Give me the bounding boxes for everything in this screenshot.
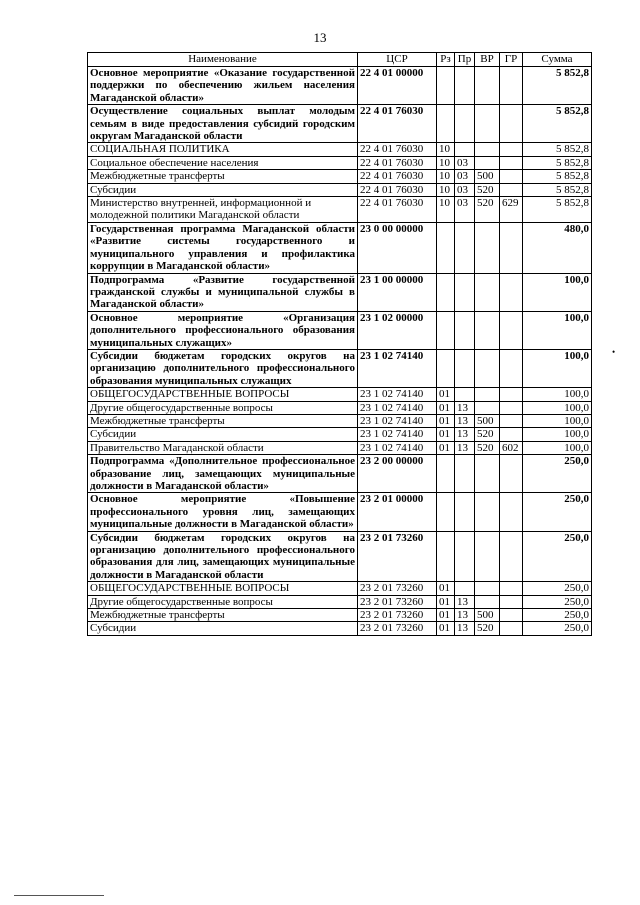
row-vr-cell (475, 311, 500, 349)
table-row (88, 222, 592, 273)
row-vr-cell: 500 (475, 414, 500, 427)
table-row (88, 197, 592, 223)
table-row (88, 183, 592, 196)
table-row (88, 105, 592, 143)
row-rz-cell: 01 (437, 622, 455, 635)
row-name-cell: Основное мероприятие «Повышение профессионального уровня лиц, замещающих муниципальные должности в Магаданской области» (88, 493, 358, 531)
table-row (88, 428, 592, 441)
row-rz-cell: 10 (437, 156, 455, 169)
table-row (88, 143, 592, 156)
row-gr-cell (500, 531, 523, 582)
page-number: 13 (313, 30, 327, 45)
row-rz-cell (437, 349, 455, 387)
row-vr-cell (475, 105, 500, 143)
row-gr-cell (500, 414, 523, 427)
row-gr-cell (500, 273, 523, 311)
row-vr-cell (475, 595, 500, 608)
row-gr-cell (500, 170, 523, 183)
row-rz-cell: 10 (437, 197, 455, 223)
row-gr-cell (500, 582, 523, 595)
row-vr-cell (475, 582, 500, 595)
table-row (88, 455, 592, 493)
row-csr-cell: 23 2 01 00000 (358, 493, 437, 531)
table-row (88, 170, 592, 183)
row-name-cell: Субсидии (88, 622, 358, 635)
row-name-cell: Другие общегосударственные вопросы (88, 401, 358, 414)
row-gr-cell (500, 105, 523, 143)
stray-mark: • (612, 347, 616, 357)
table-header-row (88, 53, 592, 67)
row-pr-cell (455, 455, 475, 493)
row-name-cell: Министерство внутренней, информационной и молодежной политики Магаданской области (88, 197, 358, 223)
row-sum-cell: 480,0 (523, 222, 592, 273)
row-rz-cell: 10 (437, 170, 455, 183)
table-row (88, 441, 592, 454)
row-gr-cell (500, 595, 523, 608)
row-csr-cell: 23 1 02 74140 (358, 349, 437, 387)
row-rz-cell: 01 (437, 401, 455, 414)
row-vr-cell: 520 (475, 622, 500, 635)
row-rz-cell (437, 311, 455, 349)
row-sum-cell: 5 852,8 (523, 143, 592, 156)
row-pr-cell (455, 311, 475, 349)
row-pr-cell: 13 (455, 414, 475, 427)
row-pr-cell (455, 67, 475, 105)
row-vr-cell (475, 222, 500, 273)
table-row (88, 311, 592, 349)
row-rz-cell (437, 455, 455, 493)
row-sum-cell: 250,0 (523, 455, 592, 493)
row-sum-cell: 250,0 (523, 622, 592, 635)
header-name: Наименование (88, 53, 358, 67)
row-rz-cell (437, 531, 455, 582)
row-gr-cell (500, 183, 523, 196)
row-vr-cell: 520 (475, 183, 500, 196)
row-name-cell: Субсидии (88, 183, 358, 196)
row-gr-cell (500, 388, 523, 401)
row-csr-cell: 23 1 02 74140 (358, 388, 437, 401)
row-sum-cell: 250,0 (523, 595, 592, 608)
row-rz-cell (437, 105, 455, 143)
table-row (88, 582, 592, 595)
row-csr-cell: 23 1 02 74140 (358, 414, 437, 427)
row-rz-cell: 01 (437, 441, 455, 454)
row-pr-cell (455, 388, 475, 401)
row-pr-cell: 13 (455, 609, 475, 622)
row-name-cell: Основное мероприятие «Организация дополнительного профессионального образования муниципальных служащих» (88, 311, 358, 349)
row-csr-cell: 22 4 01 76030 (358, 170, 437, 183)
row-gr-cell (500, 67, 523, 105)
row-name-cell: Межбюджетные трансферты (88, 609, 358, 622)
header-gr: ГР (500, 53, 523, 67)
row-vr-cell: 500 (475, 609, 500, 622)
row-rz-cell: 10 (437, 143, 455, 156)
row-gr-cell (500, 609, 523, 622)
row-name-cell: Правительство Магаданской области (88, 441, 358, 454)
row-pr-cell (455, 105, 475, 143)
row-name-cell: Основное мероприятие «Оказание государственной поддержки по обеспечению жильем населения Магаданской области» (88, 67, 358, 105)
row-sum-cell: 5 852,8 (523, 105, 592, 143)
row-rz-cell: 01 (437, 428, 455, 441)
row-gr-cell (500, 222, 523, 273)
row-rz-cell (437, 273, 455, 311)
table-row (88, 401, 592, 414)
table-row (88, 67, 592, 105)
table-row (88, 349, 592, 387)
row-name-cell: ОБЩЕГОСУДАРСТВЕННЫЕ ВОПРОСЫ (88, 582, 358, 595)
table-row (88, 609, 592, 622)
table-row (88, 414, 592, 427)
row-vr-cell (475, 455, 500, 493)
row-sum-cell: 100,0 (523, 428, 592, 441)
row-pr-cell (455, 493, 475, 531)
row-vr-cell (475, 156, 500, 169)
row-rz-cell: 01 (437, 582, 455, 595)
table-row (88, 273, 592, 311)
row-vr-cell (475, 143, 500, 156)
row-name-cell: Субсидии (88, 428, 358, 441)
table-row (88, 388, 592, 401)
table-row (88, 531, 592, 582)
row-gr-cell (500, 622, 523, 635)
row-gr-cell: 629 (500, 197, 523, 223)
row-rz-cell: 01 (437, 414, 455, 427)
row-pr-cell: 13 (455, 622, 475, 635)
row-csr-cell: 23 1 00 00000 (358, 273, 437, 311)
row-pr-cell (455, 273, 475, 311)
row-sum-cell: 100,0 (523, 414, 592, 427)
row-gr-cell (500, 401, 523, 414)
row-name-cell: Государственная программа Магаданской области «Развитие системы государственного и муниципального управления и профилактика коррупции в Магаданской области» (88, 222, 358, 273)
row-csr-cell: 23 1 02 74140 (358, 428, 437, 441)
table-row (88, 595, 592, 608)
row-csr-cell: 22 4 01 76030 (358, 105, 437, 143)
row-csr-cell: 23 2 01 73260 (358, 531, 437, 582)
row-sum-cell: 5 852,8 (523, 156, 592, 169)
header-vr: ВР (475, 53, 500, 67)
row-sum-cell: 100,0 (523, 311, 592, 349)
row-name-cell: Субсидии бюджетам городских округов на организацию дополнительного профессионального образования для лиц, замещающих муниципальные должности в Магаданской области (88, 531, 358, 582)
row-gr-cell (500, 311, 523, 349)
row-csr-cell: 23 0 00 00000 (358, 222, 437, 273)
row-csr-cell: 23 2 01 73260 (358, 595, 437, 608)
row-vr-cell (475, 493, 500, 531)
row-gr-cell (500, 156, 523, 169)
header-rz: Рз (437, 53, 455, 67)
row-sum-cell: 250,0 (523, 531, 592, 582)
header-sum: Сумма (523, 53, 592, 67)
row-rz-cell (437, 493, 455, 531)
row-vr-cell: 520 (475, 428, 500, 441)
row-gr-cell (500, 143, 523, 156)
row-name-cell: ОБЩЕГОСУДАРСТВЕННЫЕ ВОПРОСЫ (88, 388, 358, 401)
row-pr-cell (455, 349, 475, 387)
row-gr-cell (500, 455, 523, 493)
row-sum-cell: 5 852,8 (523, 67, 592, 105)
row-pr-cell: 03 (455, 156, 475, 169)
row-pr-cell (455, 531, 475, 582)
row-name-cell: СОЦИАЛЬНАЯ ПОЛИТИКА (88, 143, 358, 156)
row-rz-cell (437, 67, 455, 105)
bottom-divider (14, 895, 104, 896)
row-vr-cell: 520 (475, 441, 500, 454)
row-sum-cell: 250,0 (523, 493, 592, 531)
row-sum-cell: 250,0 (523, 582, 592, 595)
row-sum-cell: 5 852,8 (523, 183, 592, 196)
row-pr-cell: 13 (455, 595, 475, 608)
row-csr-cell: 23 2 00 00000 (358, 455, 437, 493)
row-csr-cell: 22 4 01 76030 (358, 197, 437, 223)
row-vr-cell (475, 531, 500, 582)
row-sum-cell: 100,0 (523, 349, 592, 387)
row-csr-cell: 23 2 01 73260 (358, 622, 437, 635)
row-rz-cell (437, 222, 455, 273)
budget-table (87, 52, 592, 636)
row-pr-cell: 03 (455, 183, 475, 196)
row-csr-cell: 22 4 01 76030 (358, 183, 437, 196)
row-rz-cell: 01 (437, 609, 455, 622)
row-rz-cell: 01 (437, 595, 455, 608)
row-gr-cell (500, 349, 523, 387)
row-name-cell: Другие общегосударственные вопросы (88, 595, 358, 608)
row-name-cell: Межбюджетные трансферты (88, 170, 358, 183)
table-row (88, 622, 592, 635)
row-vr-cell (475, 273, 500, 311)
row-sum-cell: 250,0 (523, 609, 592, 622)
row-pr-cell (455, 222, 475, 273)
row-pr-cell (455, 143, 475, 156)
row-gr-cell: 602 (500, 441, 523, 454)
row-vr-cell (475, 67, 500, 105)
row-pr-cell: 13 (455, 428, 475, 441)
table-row (88, 156, 592, 169)
row-rz-cell: 10 (437, 183, 455, 196)
row-pr-cell: 03 (455, 197, 475, 223)
row-name-cell: Межбюджетные трансферты (88, 414, 358, 427)
row-csr-cell: 23 1 02 74140 (358, 401, 437, 414)
row-pr-cell: 13 (455, 401, 475, 414)
row-sum-cell: 100,0 (523, 441, 592, 454)
row-csr-cell: 23 2 01 73260 (358, 582, 437, 595)
row-pr-cell: 13 (455, 441, 475, 454)
row-csr-cell: 23 2 01 73260 (358, 609, 437, 622)
row-name-cell: Подпрограмма «Дополнительное профессиональное образование лиц, замещающих муниципальные должности в Магаданской области» (88, 455, 358, 493)
header-csr: ЦСР (358, 53, 437, 67)
row-pr-cell: 03 (455, 170, 475, 183)
row-csr-cell: 23 1 02 74140 (358, 441, 437, 454)
row-name-cell: Осуществление социальных выплат молодым семьям в виде предоставления субсидий городским округам Магаданской области (88, 105, 358, 143)
row-vr-cell: 500 (475, 170, 500, 183)
row-vr-cell: 520 (475, 197, 500, 223)
row-pr-cell (455, 582, 475, 595)
row-csr-cell: 22 4 01 76030 (358, 143, 437, 156)
row-csr-cell: 22 4 01 76030 (358, 156, 437, 169)
table-body (88, 67, 592, 636)
row-rz-cell: 01 (437, 388, 455, 401)
row-sum-cell: 5 852,8 (523, 197, 592, 223)
row-csr-cell: 22 4 01 00000 (358, 67, 437, 105)
row-gr-cell (500, 493, 523, 531)
row-sum-cell: 100,0 (523, 401, 592, 414)
table-row (88, 493, 592, 531)
row-name-cell: Социальное обеспечение населения (88, 156, 358, 169)
row-csr-cell: 23 1 02 00000 (358, 311, 437, 349)
row-gr-cell (500, 428, 523, 441)
row-sum-cell: 100,0 (523, 388, 592, 401)
row-vr-cell (475, 388, 500, 401)
row-name-cell: Подпрограмма «Развитие государственной гражданской службы и муниципальной службы в Магаданской области» (88, 273, 358, 311)
header-pr: Пр (455, 53, 475, 67)
row-name-cell: Субсидии бюджетам городских округов на организацию дополнительного профессионального образования муниципальных служащих (88, 349, 358, 387)
row-vr-cell (475, 401, 500, 414)
row-vr-cell (475, 349, 500, 387)
row-sum-cell: 5 852,8 (523, 170, 592, 183)
row-sum-cell: 100,0 (523, 273, 592, 311)
